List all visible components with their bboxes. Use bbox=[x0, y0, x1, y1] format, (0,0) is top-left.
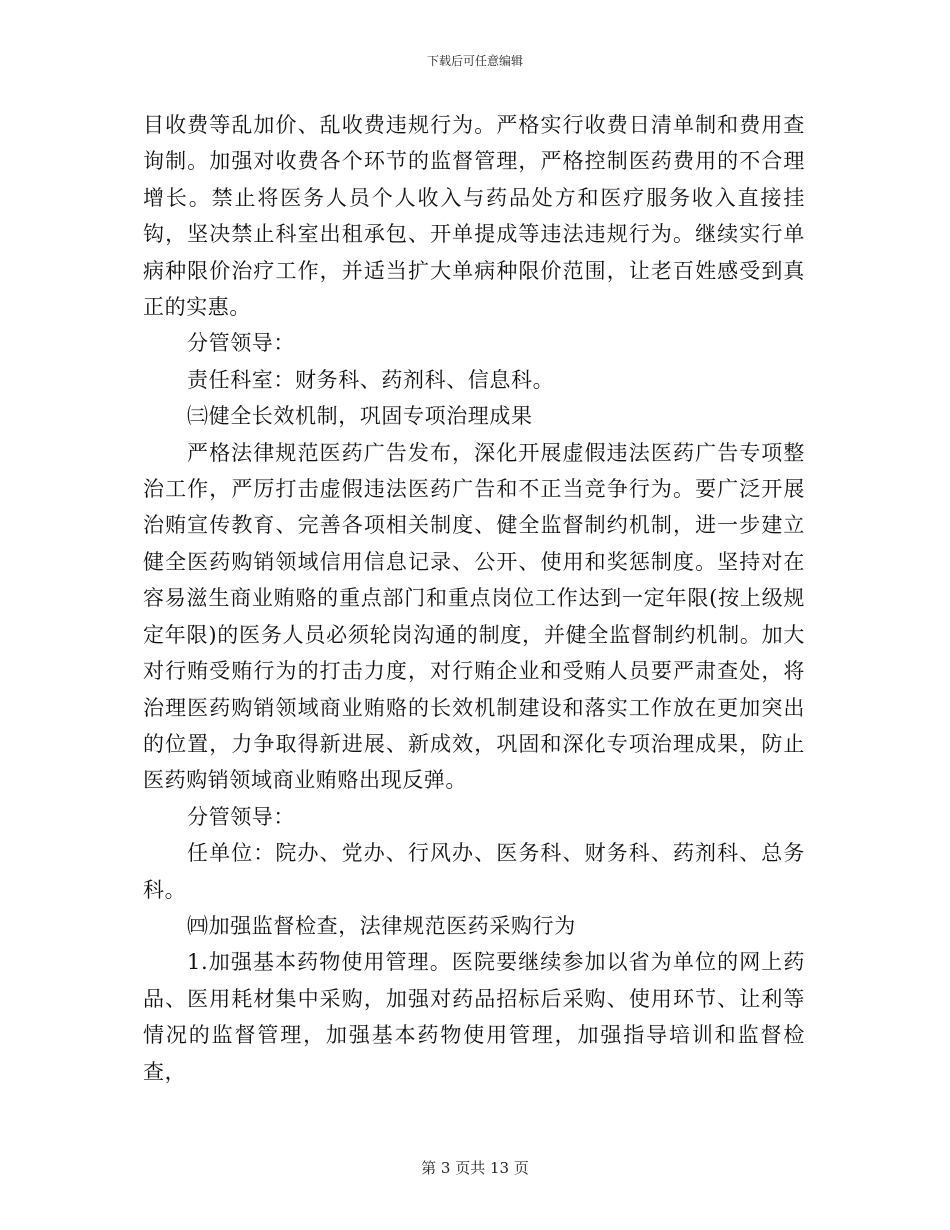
paragraph-7: 任单位：院办、党办、行风办、医务科、财务科、药剂科、总务科。 bbox=[143, 841, 805, 902]
paragraph-1: 目收费等乱加价、乱收费违规行为。严格实行收费日清单制和费用查询制。加强对收费各个环节的监督管理，严格控制医药费用的不合理增长。禁止将医务人员个人收入与药品处方和医疗服务收入直接挂钩，坚决禁止科室出租承包、开单提成等违法违规行为。继续实行单病种限价治疗工作，并适当扩大单病种限价范围，让老百姓感受到真正的实惠。 bbox=[143, 113, 805, 320]
page-footer: 第 3 页共 13 页 bbox=[421, 1159, 529, 1177]
paragraph-9: 1.加强基本药物使用管理。医院要继续参加以省为单位的网上药品、医用耗材集中采购，加强对药品招标后采购、使用环节、让利等情况的监督管理，加强基本药物使用管理，加强指导培训和监督检查， bbox=[143, 950, 805, 1084]
paragraph-5: 严格法律规范医药广告发布，深化开展虚假违法医药广告专项整治工作，严厉打击虚假违法医药广告和不正当竞争行为。要广泛开展治贿宣传教育、完善各项相关制度、健全监督制约机制，进一步建立健全医药购销领域信用信息记录、公开、使用和奖惩制度。坚持对在容易滋生商业贿赂的重点部门和重点岗位工作达到一定年限(按上级规定年限)的医务人员必须轮岗沟通的制度，并健全监督制约机制。加大对行贿受贿行为的打击力度，对行贿企业和受贿人员要严肃查处，将治理医药购销领域商业贿赂的长效机制建设和落实工作放在更加突出的位置，力争取得新进展、新成效，巩固和深化专项治理成果，防止医药购销领域商业贿赂出现反弹。 bbox=[143, 440, 805, 793]
section-heading-4: ㈣加强监督检查，法律规范医药采购行为 bbox=[187, 913, 576, 938]
paragraph-2: 分管领导： bbox=[187, 331, 295, 356]
page-header: 下载后可任意编辑 bbox=[426, 54, 523, 68]
paragraph-3: 责任科室：财务科、药剂科、信息科。 bbox=[187, 367, 555, 392]
document-body bbox=[143, 107, 805, 1090]
section-heading-3: ㈢健全长效机制，巩固专项治理成果 bbox=[187, 404, 533, 429]
paragraph-6: 分管领导： bbox=[187, 804, 295, 829]
